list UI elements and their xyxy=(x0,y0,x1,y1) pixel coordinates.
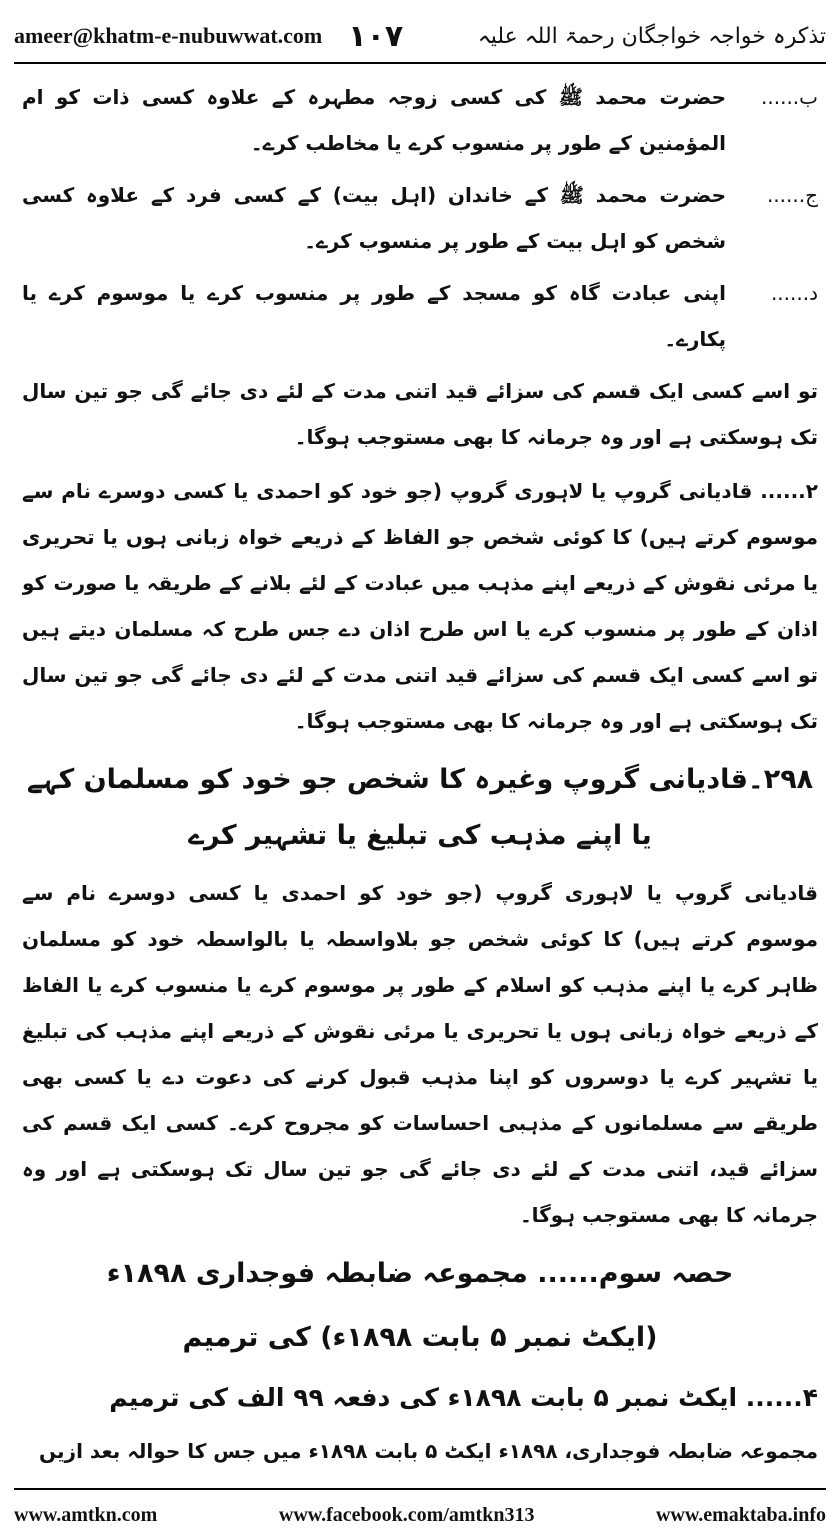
clause-j xyxy=(22,172,818,264)
footer-link-facebook[interactable]: www.facebook.com/amtkn313 xyxy=(278,1503,535,1526)
item-4-heading: ۴...... ایکٹ نمبر ۵ بابت ۱۸۹۸ء کی دفعہ ۹۹ الف کی ترمیم xyxy=(109,1383,818,1412)
clause-text: حضرت محمد ﷺ کے خاندان (اہل بیت) کے کسی فرد کے علاوہ کسی شخص کو اہل بیت کے طور پر منسوب کرے۔ xyxy=(22,183,726,253)
clause-d xyxy=(22,270,818,362)
page-header xyxy=(14,14,826,58)
header-rule xyxy=(14,62,826,64)
clause-b xyxy=(22,74,818,166)
part-3-heading: حصہ سوم...... مجموعہ ضابطہ فوجداری ۱۸۹۸ء xyxy=(106,1258,734,1289)
clause-marker: ب...... xyxy=(761,85,818,109)
footer-link-emaktaba[interactable]: www.emaktaba.info xyxy=(655,1503,826,1526)
clause-text: حضرت محمد ﷺ کی کسی زوجہ مطہرہ کے علاوہ کسی ذات کو ام المؤمنین کے طور پر منسوب کرے یا مخاطب کرے۔ xyxy=(22,85,726,155)
penalty-paragraph: تو اسے کسی ایک قسم کی سزائے قید اتنی مدت کے لئے دی جائے گی جو تین سال تک ہوسکتی ہے اور وہ جرمانہ کا بھی مستوجب ہوگا۔ xyxy=(22,379,818,449)
section-298-paragraph: قادیانی گروپ یا لاہوری گروپ (جو خود کو احمدی یا کسی دوسرے نام سے موسوم کرتے ہیں) کا کوئی شخص جو بلاواسطہ یا بالواسطہ خود کو مسلمان ظاہر کرے یا اپنے مذہب کو اسلام کے طور پر موسوم کرے یا منسوب کرے یا الفاظ کے ذریعے خواہ زبانی ہوں یا تحریری یا مرئی نقوش کے ذریعے اپنے مذہب کی تبلیغ یا تشہیر کرے یا دوسروں کو اپنا مذہب قبول کرنے کی دعوت دے یا کسی بھی طریقے سے مسلمانوں کے مذہبی احساسات کو مجروح کرے۔ کسی ایک قسم کی سزائے قید، اتنی مدت کے لئے دی جائے گی جو تین سال تک ہوسکتی ہے اور وہ جرمانہ کا بھی مستوجب ہوگا۔ xyxy=(22,881,818,1227)
header-left-group xyxy=(14,19,403,54)
page-body xyxy=(22,74,818,1474)
footer-rule xyxy=(14,1488,826,1490)
page-footer xyxy=(14,1498,826,1532)
closing-paragraph: مجموعہ ضابطہ فوجداری، ۱۸۹۸ء ایکٹ ۵ بابت ۱۸۹۸ء میں جس کا حوالہ بعد ازیں xyxy=(39,1439,818,1463)
footer-link-amtkn[interactable]: www.amtkn.com xyxy=(14,1503,158,1526)
header-email: ameer@khatm-e-nubuwwat.com xyxy=(14,23,323,48)
section-298-heading: ۲۹۸۔قادیانی گروپ وغیرہ کا شخص جو خود کو مسلمان کہے یا اپنے مذہب کی تبلیغ یا تشہیر کرے xyxy=(26,764,814,851)
clause-marker: د...... xyxy=(770,281,818,305)
clause-text: اپنی عبادت گاہ کو مسجد کے طور پر منسوب کرے یا موسوم کرے یا پکارے۔ xyxy=(22,281,726,351)
page-number: ۱۰۷ xyxy=(348,18,404,54)
running-title: تذکرہ خواجہ خواجگان رحمۃ اللہ علیہ xyxy=(477,23,826,49)
clause-marker: ج...... xyxy=(766,183,818,207)
part-3-subtitle: (ایکٹ نمبر ۵ بابت ۱۸۹۸ء) کی ترمیم xyxy=(182,1322,658,1353)
item-2-paragraph: ۲...... قادیانی گروپ یا لاہوری گروپ (جو خود کو احمدی یا کسی دوسرے نام سے موسوم کرتے ہیں) کا کوئی شخص جو الفاظ کے ذریعے خواہ زبانی ہوں یا تحریری یا مرئی نقوش کے ذریعے اپنے مذہب میں عبادت کے لئے بلانے کے طریقہ یا صورت کو اذان کے طور پر منسوب کرے یا اس طرح اذان دے جس طرح کہ مسلمان دیتے ہیں تو اسے کسی ایک قسم کی سزائے قید اتنی مدت کے لئے دی جائے گی جو تین سال تک ہوسکتی ہے اور وہ جرمانہ کا بھی مستوجب ہوگا۔ xyxy=(22,479,818,733)
